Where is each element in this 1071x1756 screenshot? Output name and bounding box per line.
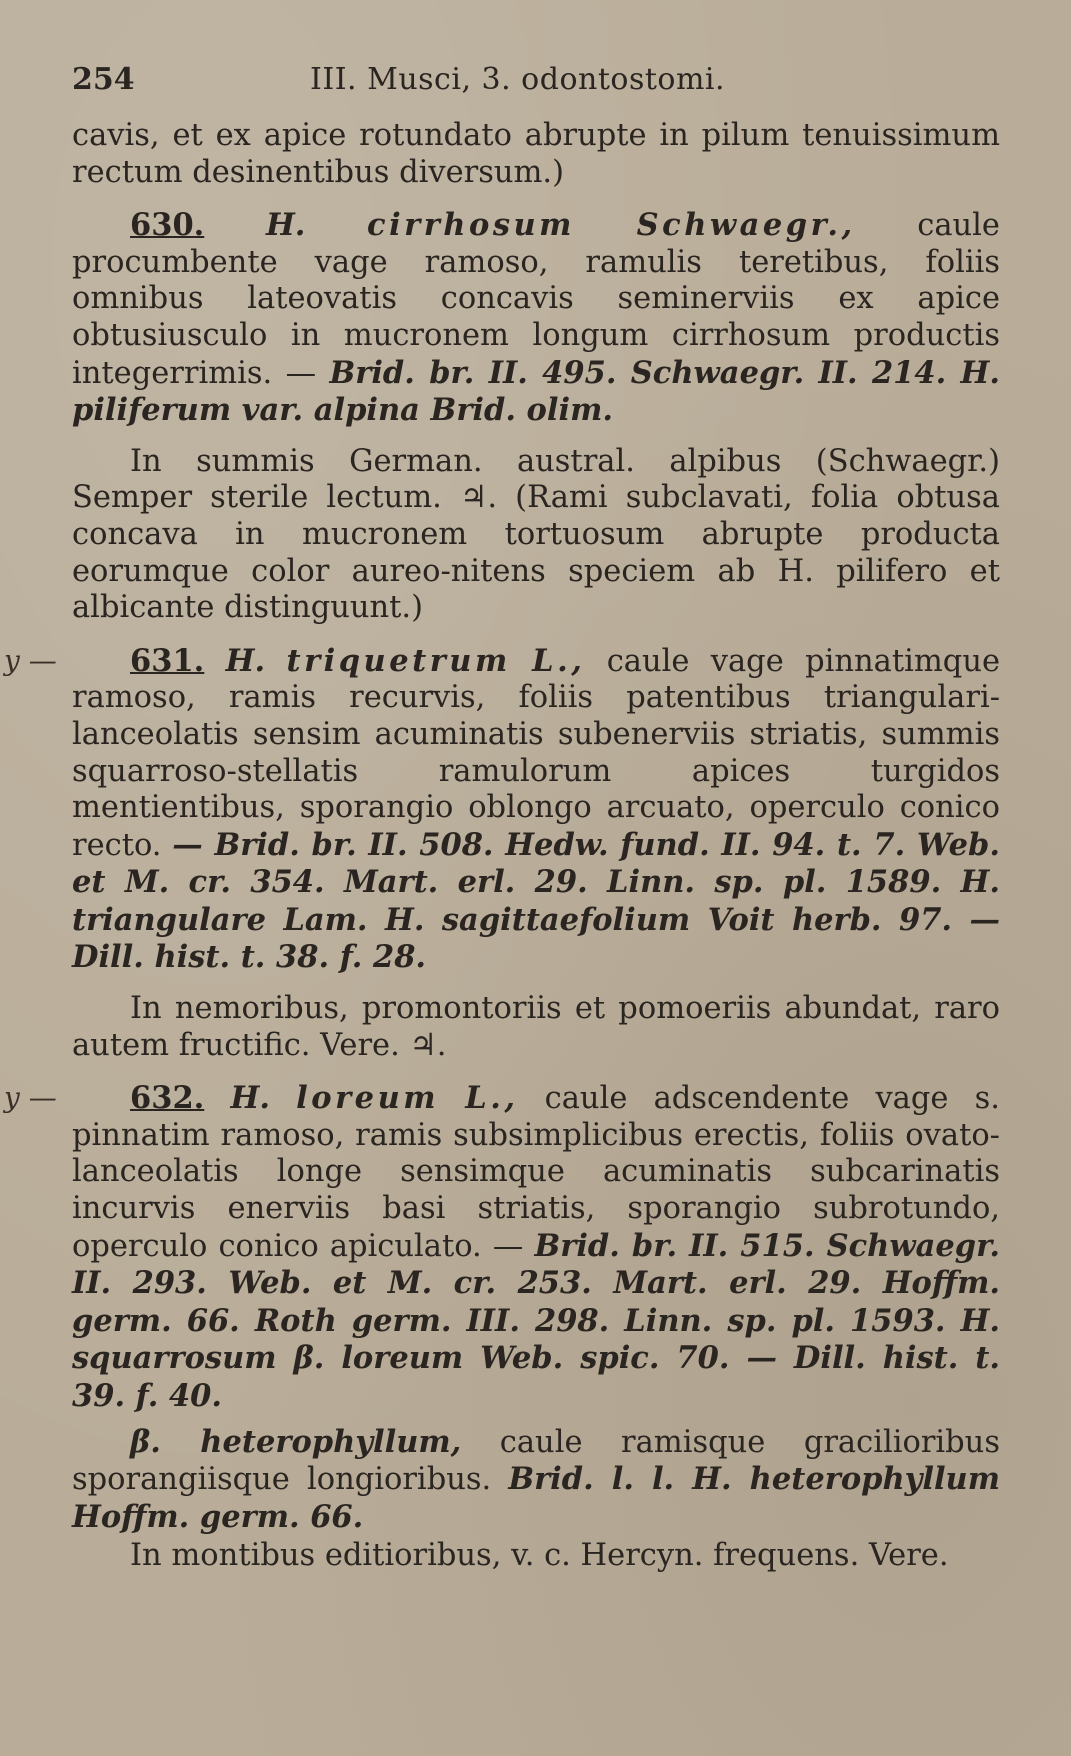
- species-description: caule procumbente vage ramoso, ramulis teretibus, foliis omnibus lateovatis concavis seminerviis ex apice obtusiusculo in mucronem longum cirrhosum productis integerrimis. —: [72, 208, 1000, 391]
- species-entry-630: [72, 207, 1000, 627]
- species-references: Brid. br. II. 515. Schwaegr. II. 293. Web. et M. cr. 253. Mart. erl. 29. Hoffm. germ. 66. Roth germ. III. 298. Linn. sp. pl. 1593. H. squarrosum β. loreum Web. spic. 70. — Dill. hist. t. 39. f. 40.: [72, 1227, 1000, 1414]
- species-author: L.,: [465, 1080, 519, 1117]
- margin-mark: y —: [4, 1081, 57, 1115]
- genus-abbrev: H.: [265, 207, 306, 244]
- variety-references: Brid. l. l. H. heterophyllum Hoffm. germ. 66.: [72, 1461, 1001, 1535]
- habitat-note: In nemoribus, promontoriis et pomoeriis abundat, raro autem fructific. Vere. ♃.: [72, 991, 1000, 1063]
- genus-abbrev: H.: [230, 1080, 270, 1117]
- page-number: 254: [72, 62, 135, 97]
- entry-number: 632.: [130, 1080, 205, 1117]
- page: [4, 58, 1001, 1575]
- species-references: — Brid. br. II. 508. Hedw. fund. II. 94. t. 7. Web. et M. cr. 354. Mart. erl. 29. Linn. sp. pl. 1589. H. triangulare Lam. H. sagittaefolium Voit herb. 97. — Dill. hist. t. 38. f. 28.: [72, 826, 1000, 976]
- species-author: Schwaegr.,: [636, 207, 856, 244]
- species-name: cirrhosum: [367, 207, 575, 244]
- margin-mark: y —: [4, 643, 57, 677]
- species-author: L.,: [532, 642, 586, 679]
- habitat-note: In summis German. austral. alpibus (Schwaegr.) Semper sterile lectum. ♃. (Rami subclavati, folia obtusa concava in mucronem tortuosum abrupte producta eorumque color aureo-nitens speciem ab H. pilifero et albicante distinguunt.): [72, 443, 1000, 626]
- species-name: loreum: [296, 1080, 440, 1117]
- species-references: Brid. br. II. 495. Schwaegr. II. 214. H. piliferum var. alpina Brid. olim.: [72, 354, 1000, 429]
- continuation-text: cavis, et ex apice rotundato abrupte in pilum tenuissimum rectum desinentibus diversum.): [72, 118, 1000, 190]
- page-header: [72, 58, 1000, 114]
- entry-number: 631.: [130, 642, 205, 679]
- variety-description: caule ramisque gracilioribus sporangiisque longioribus.: [72, 1424, 1000, 1498]
- species-name: triquetrum: [286, 642, 511, 679]
- species-description: caule adscendente vage s. pinnatim ramoso, ramis subsimplicibus erectis, foliis ovato-lanceolatis longe sensimque acuminatis subcarinatis incurvis enerviis basi striatis, sporangio subrotundo, operculo conico apiculato. —: [72, 1081, 1000, 1264]
- variety-label: β. heterophyllum,: [130, 1423, 462, 1460]
- running-title: III. Musci, 3. odontostomi.: [310, 62, 726, 97]
- habitat-note: In montibus editioribus, v. c. Hercyn. frequens. Vere.: [130, 1538, 949, 1574]
- genus-abbrev: H.: [225, 642, 266, 679]
- species-entry-632: [4, 1080, 1001, 1575]
- species-description: caule vage pinnatimque ramoso, ramis recurvis, foliis patentibus triangulari-lanceolatis sensim acuminatis subenerviis striatis, summis squarroso-stellatis ramulorum apices turgidos mentientibus, sporangio oblongo arcuato, operculo conico recto.: [72, 643, 1001, 863]
- variety-paragraph: [72, 1424, 1000, 1537]
- entry-number: 630.: [130, 207, 205, 244]
- species-entry-631: [4, 642, 1001, 1065]
